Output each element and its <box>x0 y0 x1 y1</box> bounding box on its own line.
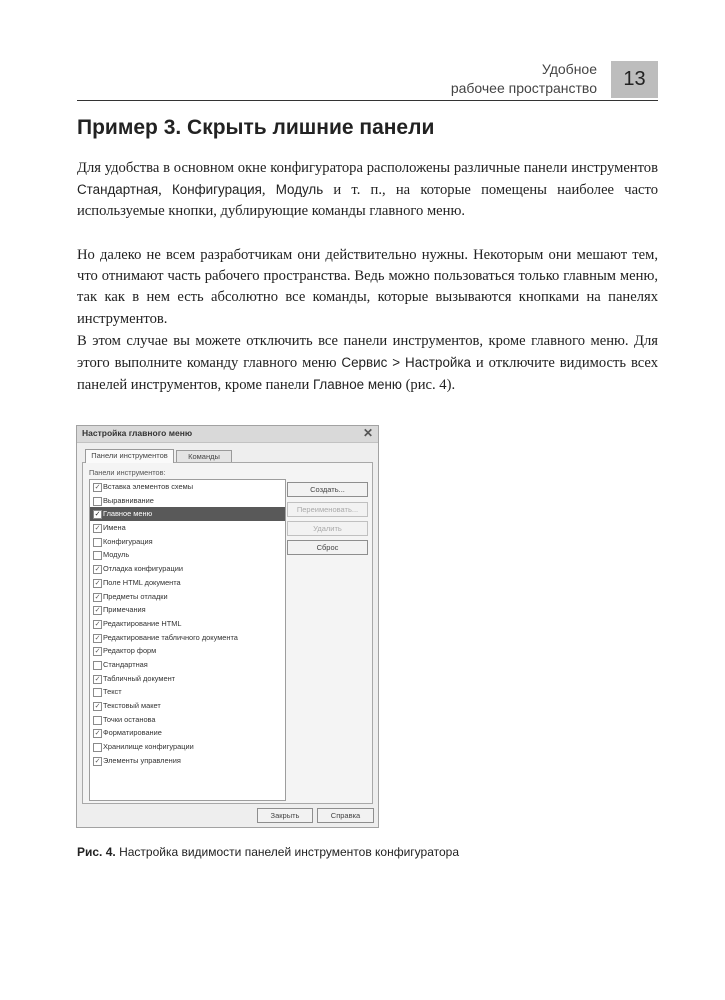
tab-commands[interactable]: Команды <box>176 450 232 463</box>
checkbox-checked[interactable]: ✓ <box>94 730 101 738</box>
checkbox-checked[interactable]: ✓ <box>94 484 101 491</box>
list-item[interactable] <box>90 521 285 535</box>
header-rule <box>77 100 658 101</box>
list-item-label: Отладка конфигурации <box>103 564 184 574</box>
list-item-label: Текст <box>103 687 122 697</box>
checkbox-checked[interactable]: ✓ <box>94 703 101 710</box>
checkbox-checked[interactable]: ✓ <box>94 566 101 574</box>
checkbox-checked[interactable]: ✓ <box>94 593 101 601</box>
checkbox-unchecked[interactable] <box>93 743 102 752</box>
list-item[interactable] <box>90 644 285 658</box>
ui-term-module: Модуль <box>275 182 324 198</box>
list-item[interactable] <box>90 740 285 754</box>
list-item[interactable] <box>90 699 285 713</box>
running-header-line1: Удобное <box>541 61 597 77</box>
list-item[interactable] <box>90 576 285 590</box>
paragraph-3-tail: (рис. 4). <box>401 377 456 394</box>
list-item[interactable] <box>90 754 285 768</box>
checkbox-unchecked[interactable] <box>93 551 102 560</box>
list-item-label: Модуль <box>103 550 130 560</box>
checkbox-unchecked[interactable] <box>93 688 102 697</box>
list-item[interactable] <box>90 726 285 740</box>
list-item-label: Форматирование <box>103 728 162 738</box>
dialog-title: Настройка главного меню <box>82 428 193 438</box>
dialog-close-button[interactable]: Закрыть <box>257 808 313 823</box>
paragraph-2-text: Но далеко не всем разработчикам они действительно нужны. Некоторым они мешают тем, что отнимают часть рабочего пространства. Ведь можно пользоваться только главным меню, так как в нем есть абсолютно все команды, которые вызываются кнопками на панелях инструментов. <box>77 247 658 327</box>
paragraph-3-text: В этом случае вы можете отключить все панели инструментов, кроме главного меню. Для этого выполните команду главного меню <box>77 333 658 372</box>
list-item[interactable] <box>90 562 285 576</box>
ui-term-configuration: Конфигурация <box>172 182 262 198</box>
help-button[interactable]: Справка <box>317 808 374 823</box>
paragraph-3 <box>77 331 658 397</box>
list-item[interactable] <box>90 548 285 562</box>
section-title: Пример 3. Скрыть лишние панели <box>77 116 435 139</box>
list-item[interactable] <box>90 713 285 727</box>
paragraph-2 <box>77 245 658 330</box>
paragraph-1-sep1: , <box>158 182 172 199</box>
figure-label: Рис. 4. <box>77 845 116 859</box>
list-item[interactable] <box>90 494 285 508</box>
list-item-label: Редактирование табличного документа <box>103 632 238 642</box>
checkbox-checked[interactable]: ✓ <box>94 607 101 615</box>
list-item-label: Конфигурация <box>103 536 153 546</box>
list-item[interactable] <box>90 631 285 645</box>
list-item-label: Точки останова <box>103 714 156 724</box>
list-item[interactable] <box>90 672 285 686</box>
create-button[interactable]: Создать... <box>287 482 368 497</box>
reset-button[interactable]: Сброс <box>287 540 368 555</box>
list-item-label: Имена <box>103 523 126 533</box>
list-item-label: Редактирование HTML <box>103 618 182 628</box>
delete-button[interactable]: Удалить <box>287 521 368 536</box>
tab-toolbars[interactable]: Панели инструментов <box>85 449 174 463</box>
list-item-label: Стандартная <box>103 659 148 669</box>
ui-term-main-menu: Главное меню <box>312 377 402 393</box>
checkbox-unchecked[interactable] <box>93 716 102 725</box>
paragraph-1-tail: и т. п., на которые помещены наиболее часто используемые кнопки, дублирующие команды главного меню. <box>77 182 658 220</box>
list-item-label: Вставка элементов схемы <box>103 482 194 491</box>
page-number: 13 <box>611 61 658 98</box>
list-item[interactable] <box>90 507 285 521</box>
list-item-label: Текстовый макет <box>103 701 161 710</box>
settings-dialog <box>76 425 379 828</box>
list-item-label: Предметы отладки <box>103 591 168 601</box>
paragraph-3-mid: и отключите видимость всех панелей инструментов, кроме панели <box>77 355 658 394</box>
list-item[interactable] <box>90 590 285 604</box>
list-item-label: Табличный документ <box>103 673 176 683</box>
list-item-label: Главное меню <box>103 509 153 519</box>
dialog-titlebar <box>77 426 378 443</box>
checkbox-checked[interactable]: ✓ <box>94 648 101 656</box>
toolbars-list[interactable] <box>89 479 286 801</box>
list-item-label: Выравнивание <box>103 495 154 505</box>
figure-caption <box>77 845 459 859</box>
list-item-label: Редактор форм <box>103 646 157 656</box>
list-item-label: Поле HTML документа <box>103 577 181 587</box>
list-item-label: Элементы управления <box>103 755 181 765</box>
checkbox-checked[interactable]: ✓ <box>94 511 101 519</box>
list-item-label: Хранилище конфигурации <box>103 742 194 752</box>
paragraph-1 <box>77 158 658 223</box>
list-item[interactable] <box>90 617 285 631</box>
checkbox-checked[interactable]: ✓ <box>94 620 101 628</box>
list-item[interactable] <box>90 603 285 617</box>
checkbox-checked[interactable]: ✓ <box>94 757 101 765</box>
list-item-label: Примечания <box>103 605 146 615</box>
ui-term-standard: Стандартная <box>77 182 159 198</box>
checkbox-unchecked[interactable] <box>93 497 102 506</box>
checkbox-checked[interactable]: ✓ <box>94 675 101 683</box>
close-icon[interactable]: ✕ <box>362 426 373 440</box>
running-header <box>451 60 597 98</box>
paragraph-1-text: Для удобства в основном окне конфигуратора расположены различные панели инструментов <box>77 160 658 176</box>
toolbars-group-label: Панели инструментов: <box>89 468 166 477</box>
running-header-line2: рабочее пространство <box>450 80 597 96</box>
checkbox-checked[interactable]: ✓ <box>94 634 101 642</box>
checkbox-unchecked[interactable] <box>93 538 102 547</box>
checkbox-checked[interactable]: ✓ <box>94 525 101 533</box>
figure-caption-text: Настройка видимости панелей инструментов конфигуратора <box>115 845 459 859</box>
list-item[interactable] <box>90 685 285 699</box>
list-item[interactable] <box>90 658 285 672</box>
rename-button[interactable]: Переименовать... <box>287 502 368 517</box>
paragraph-1-sep2: , <box>261 182 276 199</box>
list-item[interactable] <box>90 480 285 494</box>
list-item[interactable] <box>90 535 285 549</box>
ui-term-service-settings: Сервис > Настройка <box>341 355 471 371</box>
checkbox-unchecked[interactable] <box>93 661 102 670</box>
checkbox-checked[interactable]: ✓ <box>94 579 101 587</box>
